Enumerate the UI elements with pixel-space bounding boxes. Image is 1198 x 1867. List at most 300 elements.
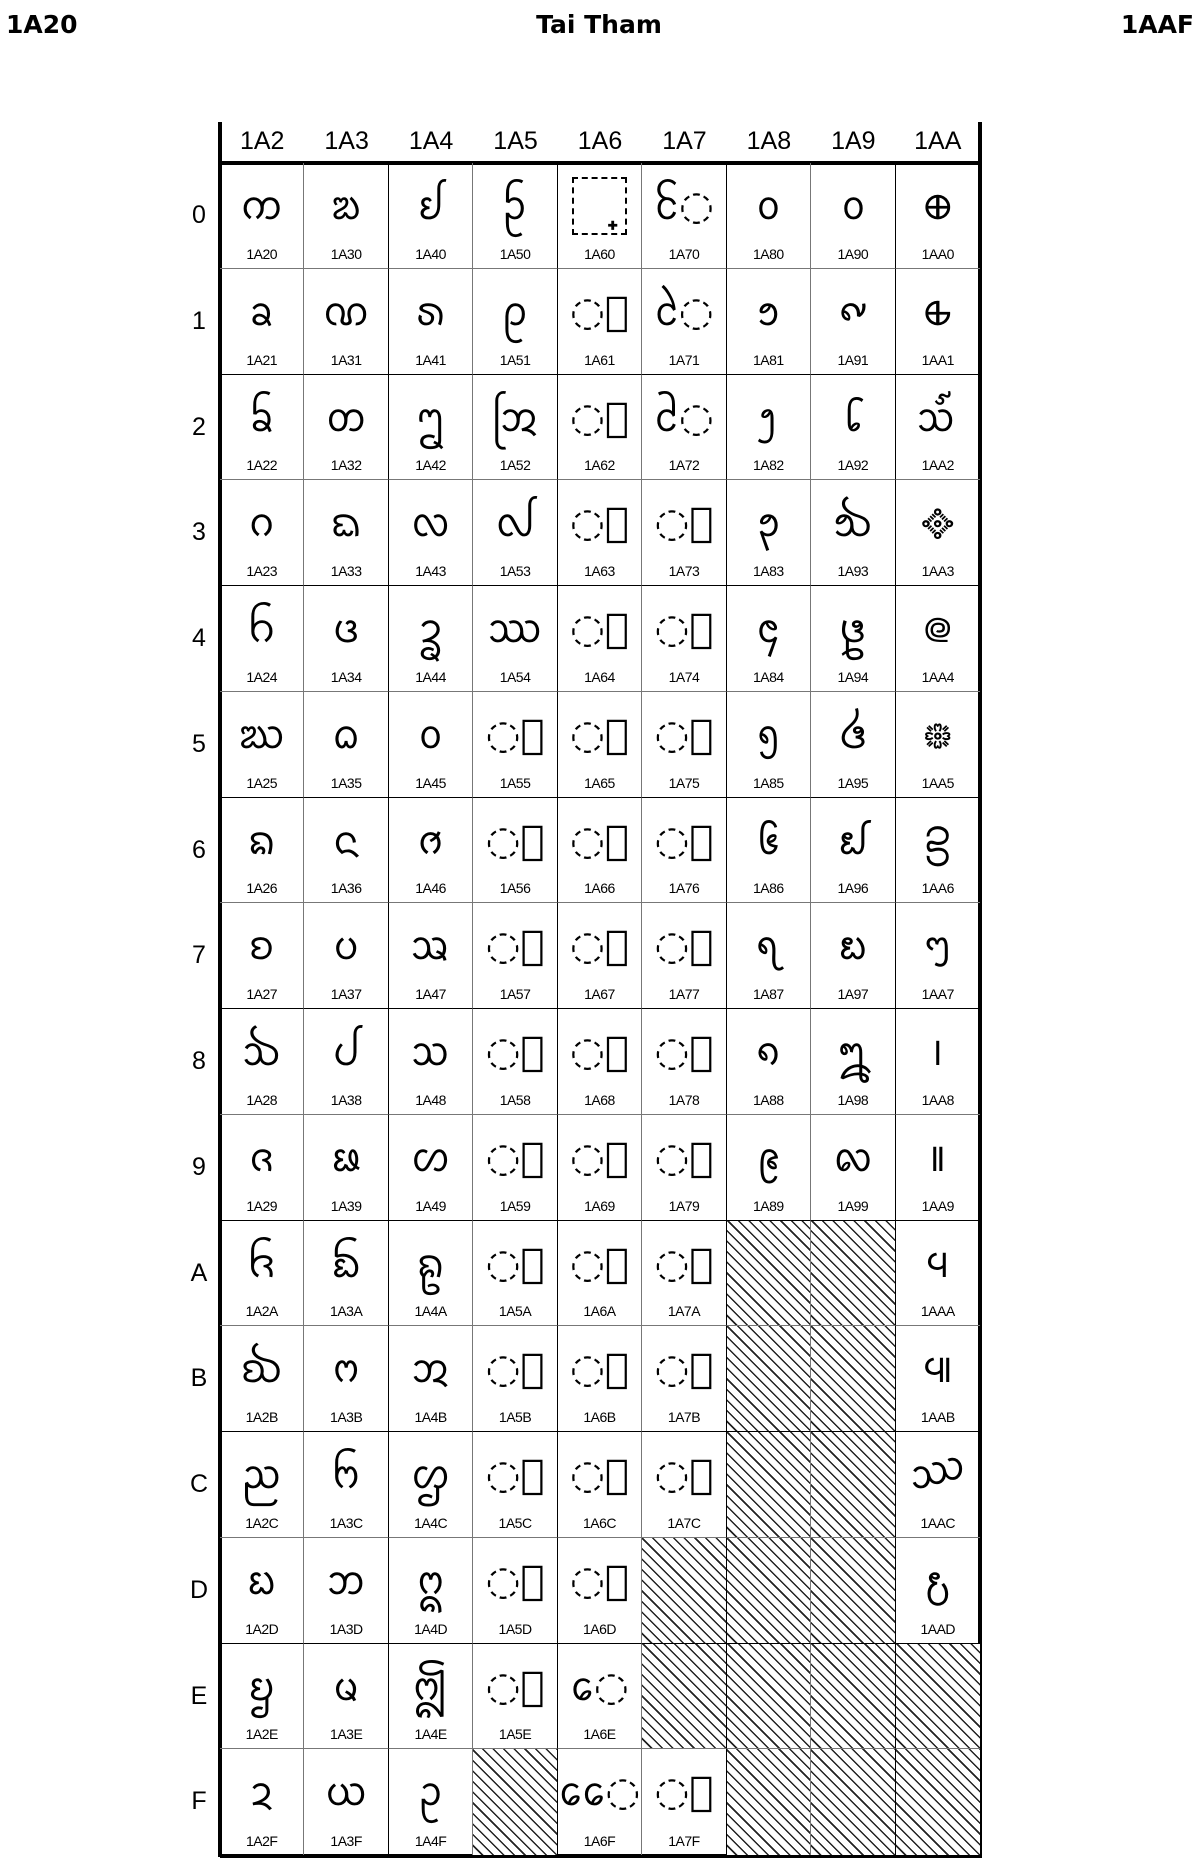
code-point-label: 1A4A: [414, 1303, 447, 1320]
code-point-label: 1A2D: [245, 1620, 279, 1637]
code-point-label: 1A80: [753, 245, 784, 262]
code-point-cell: [896, 1326, 980, 1432]
character-glyph: ᨡ: [249, 288, 274, 335]
character-glyph: ◌ᩝ: [485, 1557, 545, 1604]
code-point-label: 1A38: [330, 1091, 362, 1108]
code-point-label: 1A86: [753, 880, 784, 897]
character-glyph: ᪔: [838, 606, 868, 652]
code-point-cell: [727, 798, 811, 904]
character-glyph: ◌ᩖ: [485, 817, 545, 864]
reserved-cell: [727, 1644, 811, 1750]
code-point-label: 1A51: [499, 351, 531, 368]
character-glyph: ᨽ: [326, 1557, 366, 1604]
code-point-label: 1A37: [330, 986, 362, 1002]
code-point-label: 1A40: [415, 245, 446, 262]
character-glyph: ᩁ: [415, 288, 446, 335]
code-point-label: 1A21: [246, 351, 278, 368]
code-point-label: 1A46: [415, 880, 446, 897]
code-point-cell: [220, 1221, 304, 1327]
character-glyph: ᩉ: [410, 1134, 451, 1181]
code-point-cell: [389, 1432, 473, 1538]
code-point-cell: [558, 798, 642, 904]
code-point-cell: [642, 1432, 726, 1538]
column-header: 1A7: [662, 127, 707, 155]
row-header: 5: [192, 729, 206, 758]
code-point-cell: [558, 1115, 642, 1221]
code-point-label: 1A72: [668, 457, 700, 474]
code-point-label: 1AA3: [921, 563, 954, 579]
code-point-label: 1A49: [415, 1197, 446, 1214]
code-point-cell: [389, 480, 473, 586]
character-glyph: ᩰ◌: [653, 183, 714, 229]
code-point-cell: [811, 269, 895, 375]
code-point-label: 1A60: [584, 245, 615, 262]
character-glyph: ᨴ: [332, 606, 360, 652]
code-point-label: 1A98: [837, 1091, 869, 1108]
code-point-label: 1A71: [668, 351, 700, 368]
code-point-label: 1A3B: [330, 1409, 363, 1425]
code-point-cell: [558, 480, 642, 586]
code-point-cell: [558, 1326, 642, 1432]
code-point-label: 1A24: [246, 668, 278, 685]
code-point-cell: [642, 586, 726, 692]
reserved-cell: [811, 1326, 895, 1432]
page-title: Tai Tham: [536, 10, 662, 39]
code-point-label: 1AAD: [920, 1620, 956, 1637]
code-point-cell: [220, 1749, 304, 1855]
code-point-cell: [220, 1326, 304, 1432]
reserved-cell: [727, 1432, 811, 1538]
code-point-label: 1A85: [753, 774, 784, 791]
character-glyph: ᩅ: [418, 711, 443, 758]
character-glyph: ᨣ: [248, 500, 275, 547]
character-glyph: ᨸ: [332, 1029, 360, 1075]
row-header: 0: [192, 201, 206, 229]
code-point-cell: [642, 480, 726, 586]
code-point-label: 1A95: [837, 774, 869, 791]
character-glyph: ᪣: [921, 500, 955, 547]
code-point-label: 1A44: [415, 668, 446, 685]
character-glyph: ◌ᩚ: [485, 1240, 545, 1287]
code-point-label: 1A2A: [245, 1303, 278, 1320]
character-glyph: ᨶ: [332, 817, 360, 864]
character-glyph: ᪑: [837, 288, 868, 335]
code-point-cell: [727, 1115, 811, 1221]
code-point-cell: [473, 1432, 557, 1538]
code-point-label: 1A63: [584, 563, 615, 579]
character-glyph: ◌ᩘ: [485, 1029, 545, 1075]
character-glyph: ᨾ: [332, 1663, 360, 1710]
character-glyph: ◌ᩭ: [570, 1557, 629, 1604]
character-glyph: ◌ᩛ: [485, 1346, 545, 1393]
character-glyph: ᩍ: [416, 1557, 445, 1604]
character-glyph: ᨲ: [325, 394, 367, 441]
character-glyph: ᪉: [756, 1134, 781, 1181]
character-glyph: ᪐: [840, 183, 866, 229]
character-glyph: ᨩ: [249, 1134, 275, 1181]
character-glyph: ᪦: [923, 817, 952, 864]
code-point-label: 1A75: [668, 774, 700, 791]
code-point-cell: [389, 269, 473, 375]
character-glyph: ◌ᩢ: [570, 394, 629, 441]
code-point-label: 1A2C: [245, 1514, 279, 1531]
character-glyph: ᩒ: [491, 394, 539, 441]
character-glyph: ᨱ: [322, 288, 370, 335]
column-header: 1A2: [239, 127, 285, 155]
code-point-label: 1A48: [415, 1091, 446, 1108]
code-point-label: 1AA1: [921, 351, 954, 368]
character-glyph: ᪖: [837, 817, 869, 864]
character-glyph: ᨻ: [332, 1346, 361, 1393]
row-header: 8: [192, 1047, 206, 1075]
column-header: 1AA: [914, 127, 962, 155]
character-glyph: ᨬ: [241, 1452, 282, 1498]
character-glyph: ◌᩵: [654, 711, 714, 758]
code-point-label: 1A4D: [414, 1620, 448, 1637]
code-point-cell: [220, 1538, 304, 1644]
code-point-cell: [389, 1115, 473, 1221]
character-glyph: ◌᩶: [654, 817, 714, 864]
reserved-cell: [811, 1432, 895, 1538]
row-header: C: [189, 1470, 209, 1498]
character-glyph: ᩊ: [416, 1240, 445, 1287]
code-point-label: 1A58: [499, 1091, 531, 1108]
character-glyph: ◌ᩩ: [570, 1134, 629, 1181]
code-point-cell: [727, 1009, 811, 1115]
code-point-label: 1A53: [499, 563, 531, 579]
row-header: 7: [192, 941, 206, 970]
reserved-cell: [642, 1538, 726, 1644]
code-point-cell: [473, 1115, 557, 1221]
character-glyph: ᪅: [755, 711, 781, 758]
code-point-cell: [473, 1538, 557, 1644]
code-point-label: 1AA9: [921, 1197, 954, 1214]
code-point-label: 1A59: [499, 1197, 531, 1214]
code-point-label: 1A7A: [667, 1303, 701, 1320]
code-point-cell: [558, 375, 642, 481]
character-glyph: ᪭: [924, 1557, 951, 1604]
code-point-cell: [220, 1009, 304, 1115]
code-point-cell: [304, 586, 388, 692]
code-point-label: 1AA2: [921, 457, 954, 474]
code-point-cell: [473, 480, 557, 586]
code-point-cell: [811, 1009, 895, 1115]
code-point-label: 1A7C: [667, 1514, 701, 1531]
code-point-label: 1A57: [499, 986, 531, 1002]
character-glyph: ᪡: [923, 288, 953, 335]
code-point-label: 1A99: [837, 1197, 869, 1214]
code-point-cell: [558, 1009, 642, 1115]
character-glyph: ◌ᩳ: [654, 500, 714, 547]
code-point-cell: [473, 1221, 557, 1327]
character-glyph: ᪘: [837, 1029, 869, 1075]
code-point-label: 1A33: [330, 563, 362, 579]
code-point-cell: [220, 163, 304, 269]
reserved-cell: [896, 1644, 980, 1750]
character-glyph: ᩋ: [411, 1346, 450, 1393]
code-point-cell: [896, 1115, 980, 1221]
code-point-cell: [304, 163, 388, 269]
character-glyph: ᪀: [756, 183, 781, 229]
code-point-label: 1A45: [415, 774, 446, 791]
code-point-cell: [896, 798, 980, 904]
character-glyph: ᪂: [757, 394, 780, 441]
code-point-cell: [896, 1432, 980, 1538]
character-glyph: ᪫: [922, 1346, 954, 1393]
code-point-cell: [896, 163, 980, 269]
character-glyph: ᪠: [923, 183, 953, 229]
column-header: 1A8: [746, 127, 792, 155]
character-glyph: ᨷ: [332, 923, 360, 970]
code-point-label: 1A7F: [668, 1833, 700, 1849]
code-point-label: 1A23: [246, 563, 278, 579]
code-point-cell: [473, 586, 557, 692]
character-glyph: ᩲ◌: [654, 394, 714, 441]
code-point-cell: [642, 1749, 726, 1855]
code-point-label: 1A5D: [498, 1620, 532, 1637]
code-point-label: 1A3D: [329, 1620, 363, 1637]
character-glyph: ᨯ: [250, 1769, 274, 1816]
code-point-cell: [304, 798, 388, 904]
character-glyph: ᪆: [755, 817, 782, 864]
code-point-cell: [220, 798, 304, 904]
code-point-cell: [473, 375, 557, 481]
code-point-label: 1AAA: [920, 1303, 955, 1320]
code-point-label: 1A6A: [583, 1303, 616, 1320]
code-point-cell: [896, 586, 980, 692]
code-point-label: 1A26: [246, 880, 278, 897]
character-glyph: ◌ᩨ: [570, 1029, 629, 1075]
code-point-cell: [811, 375, 895, 481]
character-glyph: ◌᩿: [654, 1769, 714, 1816]
character-glyph: ᪄: [755, 606, 782, 652]
character-glyph: ◌᩻: [654, 1346, 714, 1393]
code-point-label: 1A83: [753, 563, 784, 579]
code-point-label: 1A97: [837, 986, 869, 1002]
code-point-label: 1A73: [668, 563, 700, 579]
code-point-cell: [220, 480, 304, 586]
code-point-cell: [558, 1538, 642, 1644]
character-glyph: ◌ᩣ: [570, 500, 629, 547]
character-glyph: ᨫ: [240, 1346, 283, 1393]
code-point-cell: [389, 586, 473, 692]
code-point-label: 1A89: [753, 1197, 784, 1214]
code-point-cell: [896, 480, 980, 586]
code-point-cell: [558, 1749, 642, 1855]
code-point-cell: [304, 1538, 388, 1644]
reserved-cell: [473, 1749, 557, 1855]
code-point-cell: [389, 163, 473, 269]
code-point-cell: [642, 798, 726, 904]
code-point-cell: [220, 1432, 304, 1538]
code-point-label: 1A6B: [583, 1409, 616, 1425]
code-point-label: 1A65: [584, 774, 615, 791]
character-glyph: ᪨: [931, 1029, 944, 1075]
code-point-label: 1A84: [753, 668, 784, 685]
character-glyph: ᨹ: [331, 1134, 362, 1181]
code-point-label: 1A96: [837, 880, 869, 897]
character-glyph: ᨠ: [240, 183, 283, 229]
code-point-cell: [389, 798, 473, 904]
code-point-label: 1A93: [837, 563, 869, 579]
character-glyph: ᪈: [755, 1029, 782, 1075]
code-point-cell: [473, 1009, 557, 1115]
code-point-label: 1A52: [499, 457, 531, 474]
code-point-cell: [811, 903, 895, 1009]
code-point-cell: [389, 1749, 473, 1855]
code-point-cell: [642, 903, 726, 1009]
row-header: 2: [192, 412, 206, 441]
code-point-label: 1A47: [415, 986, 446, 1002]
character-glyph: ◌ᩴ: [654, 606, 714, 652]
code-point-label: 1A2F: [245, 1833, 278, 1849]
code-point-cell: [304, 1326, 388, 1432]
reserved-cell: [811, 1538, 895, 1644]
code-point-cell: [642, 1009, 726, 1115]
code-point-cell: [220, 692, 304, 798]
code-point-cell: [304, 375, 388, 481]
code-point-label: 1A62: [584, 457, 615, 474]
code-point-label: 1A54: [499, 668, 531, 685]
code-point-label: 1A78: [668, 1091, 700, 1108]
column-header: 1A4: [408, 127, 454, 155]
character-glyph: ◌ᩪ: [570, 1240, 629, 1287]
code-point-cell: [558, 269, 642, 375]
code-point-label: 1A41: [415, 351, 446, 368]
code-point-label: 1AA8: [921, 1091, 954, 1108]
code-point-label: 1A20: [246, 245, 278, 262]
code-point-label: 1AA5: [921, 774, 954, 791]
code-point-label: 1A68: [584, 1091, 615, 1108]
code-point-cell: [558, 1221, 642, 1327]
code-point-cell: [896, 1538, 980, 1644]
code-point-label: 1A92: [837, 457, 869, 474]
code-point-cell: [558, 1644, 642, 1750]
character-glyph: ◌ᩙ: [485, 1134, 545, 1181]
code-point-label: 1A6F: [583, 1833, 616, 1849]
code-point-cell: [220, 903, 304, 1009]
code-point-cell: [304, 1749, 388, 1855]
character-glyph: ᪒: [842, 394, 864, 441]
character-glyph: ᩀ: [417, 183, 444, 229]
code-point-label: 1A28: [246, 1091, 278, 1108]
character-glyph: ᩐ: [502, 183, 528, 229]
code-point-cell: [473, 903, 557, 1009]
code-point-label: 1A6D: [582, 1620, 616, 1637]
code-point-cell: [642, 1115, 726, 1221]
code-point-label: 1A91: [837, 351, 869, 368]
code-point-cell: [642, 1326, 726, 1432]
code-point-cell: [642, 692, 726, 798]
code-point-label: 1A7B: [667, 1409, 701, 1425]
code-point-label: 1A81: [753, 351, 784, 368]
character-glyph: ᩄ: [417, 606, 444, 652]
character-glyph: ◌ᩥ: [570, 711, 629, 758]
code-point-label: 1A76: [668, 880, 700, 897]
code-point-cell: [220, 375, 304, 481]
code-point-label: 1A36: [330, 880, 362, 897]
code-point-cell: [811, 163, 895, 269]
code-point-cell: [811, 692, 895, 798]
code-point-cell: [558, 692, 642, 798]
reserved-cell: [811, 1644, 895, 1750]
code-point-cell: [896, 1009, 980, 1115]
row-header: E: [190, 1681, 208, 1710]
code-point-label: 1A79: [668, 1197, 700, 1214]
code-point-label: 1A39: [330, 1197, 362, 1214]
code-point-cell: [896, 269, 980, 375]
code-point-label: 1A3A: [330, 1303, 363, 1320]
code-point-cell: [389, 1009, 473, 1115]
code-point-label: 1A2B: [245, 1409, 278, 1425]
code-point-label: 1A30: [330, 245, 362, 262]
code-point-label: 1A25: [246, 774, 278, 791]
character-glyph: ᨤ: [247, 606, 276, 652]
character-glyph: ◌ᩤ: [570, 606, 629, 652]
code-point-label: 1A94: [837, 668, 869, 685]
code-point-label: 1A66: [584, 880, 615, 897]
code-point-label: 1A6E: [583, 1726, 616, 1743]
character-glyph: ᪁: [755, 288, 781, 335]
character-glyph: ᪕: [837, 711, 869, 758]
code-point-cell: [304, 269, 388, 375]
character-glyph: ᪥: [922, 711, 953, 758]
code-point-label: 1A32: [330, 457, 362, 474]
code-point-label: 1A4E: [414, 1726, 447, 1743]
code-point-label: 1A64: [584, 668, 615, 685]
column-header: 1A3: [324, 127, 369, 155]
character-glyph: ᪃: [754, 500, 782, 547]
character-glyph: ᨵ: [332, 711, 361, 758]
character-glyph: ᪗: [837, 923, 869, 970]
character-glyph: ᨼ: [331, 1452, 361, 1498]
code-point-cell: [304, 1115, 388, 1221]
row-header: 1: [192, 306, 206, 335]
code-point-cell: [389, 1538, 473, 1644]
code-point-cell: [727, 586, 811, 692]
code-point-label: 1A3E: [330, 1726, 363, 1743]
reserved-cell: [642, 1644, 726, 1750]
code-point-label: 1A88: [753, 1091, 784, 1108]
character-glyph: ᨧ: [248, 923, 275, 970]
code-point-cell: [473, 269, 557, 375]
code-point-cell: [811, 586, 895, 692]
row-header: 3: [192, 518, 206, 547]
code-point-label: 1A3C: [329, 1514, 363, 1531]
code-point-label: 1A61: [584, 351, 615, 368]
character-glyph: ◌ᩬ: [570, 1452, 629, 1498]
code-point-cell: [304, 1009, 388, 1115]
code-point-label: 1AAB: [920, 1409, 955, 1425]
column-header: 1A6: [577, 127, 623, 155]
character-glyph: ◌ᩞ: [485, 1663, 545, 1710]
code-point-cell: [811, 1115, 895, 1221]
character-glyph: ᪙: [832, 1134, 874, 1181]
code-point-cell: [389, 903, 473, 1009]
code-point-label: 1A5B: [498, 1409, 532, 1425]
code-point-label: 1A29: [246, 1197, 278, 1214]
character-glyph: ◌ᩫ: [570, 1346, 629, 1393]
code-point-cell: [473, 798, 557, 904]
code-point-label: 1A5A: [498, 1303, 532, 1320]
character-glyph: ᩔ: [487, 606, 543, 652]
code-point-label: 1A50: [499, 245, 531, 262]
code-point-cell: [896, 692, 980, 798]
row-header: F: [191, 1787, 207, 1816]
code-point-label: 1A31: [330, 351, 362, 368]
character-glyph: ᨭ: [246, 1557, 277, 1604]
character-glyph: ᪢: [916, 394, 959, 441]
